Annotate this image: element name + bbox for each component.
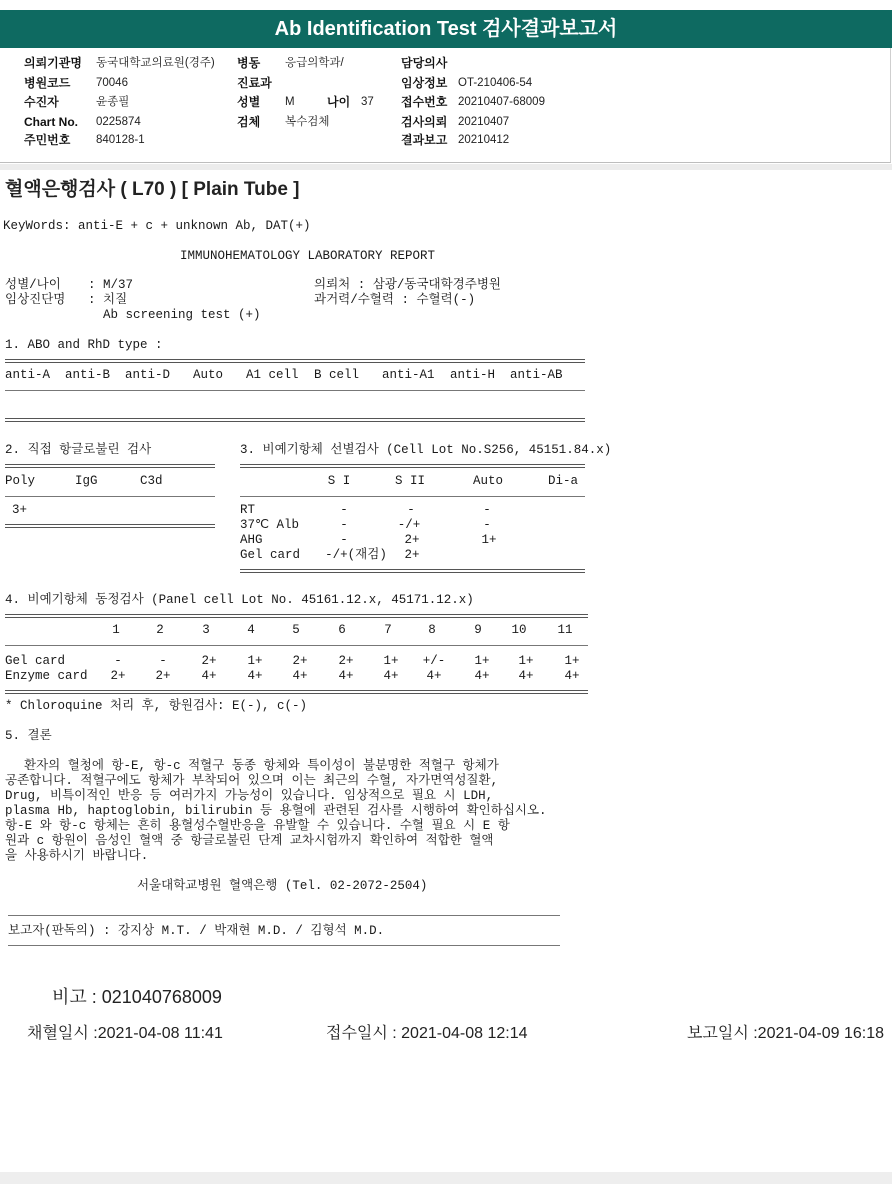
collected-datetime: 채혈일시 :2021-04-08 11:41	[27, 1025, 223, 1042]
panel-result-cell: 4+	[518, 669, 534, 683]
panel-result-cell: 1+	[518, 654, 534, 668]
screening-result-cell: -/+(재검)	[325, 548, 387, 562]
bottom-band	[0, 1172, 892, 1184]
diagnosis-note: Ab screening test (+)	[103, 308, 261, 322]
sex-label: 성별	[237, 95, 261, 109]
screening-result-cell: -	[407, 503, 415, 517]
request-date-label: 검사의뢰	[401, 115, 448, 129]
panel-cell-number: 8	[428, 623, 436, 637]
conclusion-line: Drug, 비특이적인 반응 등 여러가지 가능성이 있습니다. 임상적으로 필요 시 LDH,	[5, 789, 494, 803]
screening-phase-label: AHG	[240, 533, 263, 547]
panel-result-cell: 1+	[247, 654, 263, 668]
panel-result-cell: 2+	[110, 669, 126, 683]
accession-value: 20210407-68009	[458, 96, 545, 108]
panel-result-cell: 4+	[247, 669, 263, 683]
screening-phase-label: 37℃ Alb	[240, 518, 300, 532]
hospital-code-value: 70046	[96, 77, 128, 89]
abo-column-header: anti-A	[5, 368, 51, 382]
double-rule	[5, 464, 215, 468]
panel-cell-number: 11	[557, 623, 573, 637]
patient-info-panel	[0, 48, 891, 163]
sex-age-label: 성별/나이	[5, 278, 61, 292]
report-title: 혈액은행검사 ( L70 ) [ Plain Tube ]	[5, 179, 300, 200]
chart-no-value: 0225874	[96, 116, 141, 128]
received-datetime: 접수일시 : 2021-04-08 12:14	[326, 1025, 528, 1042]
screening-result-cell: 1+	[481, 533, 497, 547]
abo-column-header: Auto	[193, 368, 224, 382]
sex-age-value: : M/37	[88, 278, 134, 292]
abo-column-header: A1 cell	[246, 368, 299, 382]
section-separator	[0, 164, 892, 170]
screening-section-heading: 3. 비예기항체 선별검사 (Cell Lot No.S256, 45151.84.x)	[240, 443, 612, 457]
single-rule	[5, 645, 588, 646]
dat-column-header: C3d	[140, 474, 163, 488]
panel-cell-number: 6	[338, 623, 346, 637]
panel-result-cell: 4+	[474, 669, 490, 683]
lab-report-heading: IMMUNOHEMATOLOGY LABORATORY REPORT	[180, 249, 436, 263]
chart-no-label: Chart No.	[24, 115, 78, 129]
doctor-label: 담당의사	[401, 56, 448, 70]
screening-column-header: S I	[327, 474, 351, 488]
resident-id-value: 840128-1	[96, 134, 145, 146]
panel-result-cell: 2+	[292, 654, 308, 668]
panel-section-heading: 4. 비예기항체 동정검사 (Panel cell Lot No. 45161.12.x, 45171.12.x)	[5, 593, 474, 607]
single-rule	[8, 945, 560, 946]
ward-label: 병동	[237, 56, 261, 70]
panel-result-cell: 1+	[564, 654, 580, 668]
panel-method-label: Gel card	[5, 654, 66, 668]
screening-result-cell: -/+	[397, 518, 421, 532]
panel-result-cell: 1+	[383, 654, 399, 668]
double-rule	[5, 614, 588, 618]
abo-section-heading: 1. ABO and RhD type :	[5, 338, 163, 352]
panel-cell-number: 10	[511, 623, 527, 637]
institution-value: 동국대학교의료원(경주)	[96, 57, 215, 69]
age-value: 37	[361, 96, 374, 108]
resident-id-label: 주민번호	[24, 133, 71, 147]
screening-result-cell: -	[340, 503, 348, 517]
panel-result-cell: 2+	[201, 654, 217, 668]
age-label: 나이	[327, 95, 351, 109]
lab-contact: 서울대학교병원 혈액은행 (Tel. 02-2072-2504)	[137, 879, 428, 893]
screening-column-header: Auto	[472, 474, 504, 488]
panel-result-cell: 1+	[474, 654, 490, 668]
patient-label: 수진자	[24, 95, 59, 109]
report-header-title: Ab Identification Test 검사결과보고서	[274, 18, 618, 40]
dat-column-header: IgG	[75, 474, 98, 488]
panel-result-cell: 4+	[292, 669, 308, 683]
single-rule	[5, 496, 215, 497]
panel-cell-number: 2	[156, 623, 164, 637]
panel-cell-number: 5	[292, 623, 300, 637]
report-date-value: 20210412	[458, 134, 510, 146]
screening-result-cell: 2+	[404, 548, 420, 562]
panel-result-cell: +/-	[422, 654, 446, 668]
double-rule	[5, 690, 588, 694]
sex-value: M	[285, 96, 295, 108]
panel-cell-number: 3	[202, 623, 210, 637]
single-rule	[8, 915, 560, 916]
accession-label: 접수번호	[401, 95, 448, 109]
ward-value: 응급의학과/	[285, 57, 344, 69]
double-rule	[5, 418, 585, 422]
panel-result-cell: 4+	[564, 669, 580, 683]
conclusion-line: 항-E 와 항-c 항체는 흔히 용혈성수혈반응을 유발할 수 있습니다. 수혈 필요 시 E 항	[5, 819, 510, 833]
conclusion-line: 공존합니다. 적혈구에도 항체가 부착되어 있으며 이는 최근의 수혈, 자가면역성질환,	[5, 774, 499, 788]
screening-phase-label: Gel card	[240, 548, 301, 562]
abo-column-header: B cell	[314, 368, 360, 382]
panel-result-cell: 2+	[338, 654, 354, 668]
panel-result-cell: 4+	[338, 669, 354, 683]
keywords-line: KeyWords: anti-E + c + unknown Ab, DAT(+)	[3, 219, 311, 233]
conclusion-line: 원과 c 항원이 음성인 혈액 중 항글로불린 단계 교차시험까지 확인하여 적합한 혈액	[5, 834, 494, 848]
panel-method-label: Enzyme card	[5, 669, 88, 683]
panel-result-cell: 4+	[383, 669, 399, 683]
screening-phase-label: RT	[240, 503, 256, 517]
double-rule	[5, 524, 215, 528]
screening-result-cell: -	[340, 533, 348, 547]
remark-line: 비고 : 021040768009	[52, 987, 222, 1007]
diagnosis-value: : 치질	[88, 293, 128, 307]
screening-result-cell: 2+	[404, 533, 420, 547]
abo-column-header: anti-AB	[510, 368, 563, 382]
abo-column-header: anti-A1	[382, 368, 435, 382]
screening-column-header: S II	[394, 474, 426, 488]
department-label: 진료과	[237, 76, 272, 90]
clinical-info-label: 임상정보	[401, 76, 448, 90]
panel-cell-number: 9	[474, 623, 482, 637]
screening-column-header: Di-a	[547, 474, 579, 488]
abo-column-header: anti-D	[125, 368, 171, 382]
diagnosis-label: 임상진단명	[5, 293, 66, 307]
reporters-line: 보고자(판독의) : 강지상 M.T. / 박재현 M.D. / 김형석 M.D.	[8, 924, 385, 938]
conclusion-line: 을 사용하시기 바랍니다.	[5, 849, 149, 863]
report-header-bar	[0, 10, 892, 48]
abo-column-header: anti-B	[65, 368, 111, 382]
double-rule	[240, 464, 585, 468]
panel-result-cell: -	[159, 654, 167, 668]
screening-result-cell: -	[340, 518, 348, 532]
screening-result-cell: -	[483, 518, 491, 532]
panel-cell-number: 7	[384, 623, 392, 637]
double-rule	[240, 569, 585, 573]
panel-result-cell: 2+	[155, 669, 171, 683]
panel-result-cell: -	[114, 654, 122, 668]
conclusion-line: plasma Hb, haptoglobin, bilirubin 등 용혈에 관련된 검사를 시행하여 확인하십시오.	[5, 804, 547, 818]
single-rule	[5, 390, 585, 391]
abo-column-header: anti-H	[450, 368, 496, 382]
patient-name-value: 윤종필	[96, 96, 130, 108]
single-rule	[240, 496, 585, 497]
transfusion-history-line: 과거력/수혈력 : 수혈력(-)	[314, 293, 476, 307]
clinical-info-value: OT-210406-54	[458, 77, 533, 89]
panel-result-cell: 4+	[426, 669, 442, 683]
hospital-code-label: 병원코드	[24, 76, 71, 90]
referrer-line: 의뢰처 : 삼광/동국대학경주병원	[314, 278, 501, 292]
chloroquine-note: * Chloroquine 처리 후, 항원검사: E(-), c(-)	[5, 699, 308, 713]
dat-section-heading: 2. 직접 항글로불린 검사	[5, 443, 152, 457]
screening-result-cell: -	[483, 503, 491, 517]
specimen-value: 복수검체	[285, 116, 330, 128]
conclusion-line: 환자의 혈청에 항-E, 항-c 적혈구 동종 항체와 특이성이 불분명한 적혈구 항체가	[24, 759, 499, 773]
request-date-value: 20210407	[458, 116, 510, 128]
dat-poly-result: 3+	[12, 503, 28, 517]
double-rule	[5, 359, 585, 363]
reported-datetime: 보고일시 :2021-04-09 16:18	[686, 1025, 884, 1042]
dat-column-header: Poly	[5, 474, 36, 488]
report-date-label: 결과보고	[401, 133, 448, 147]
conclusion-heading: 5. 결론	[5, 729, 52, 743]
panel-cell-number: 4	[247, 623, 255, 637]
specimen-label: 검체	[237, 115, 261, 129]
institution-label: 의뢰기관명	[24, 56, 82, 70]
panel-cell-number: 1	[112, 623, 120, 637]
panel-result-cell: 4+	[201, 669, 217, 683]
